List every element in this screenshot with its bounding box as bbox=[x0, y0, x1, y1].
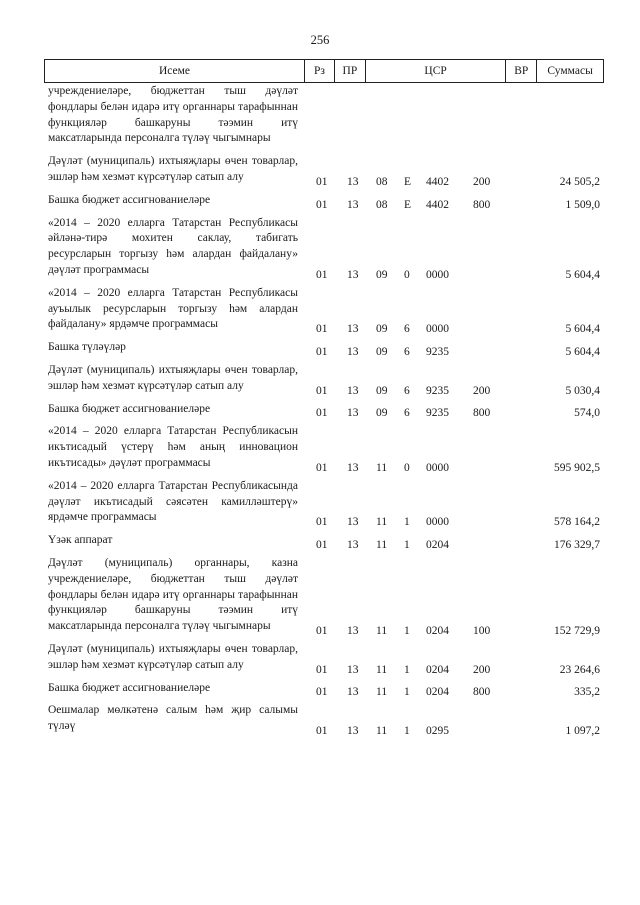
row-codes bbox=[48, 404, 600, 419]
row-codes bbox=[48, 513, 600, 528]
row-pr: 13 bbox=[347, 686, 359, 699]
row-codes bbox=[48, 661, 600, 676]
row-vr: 800 bbox=[473, 686, 491, 699]
row-rz: 01 bbox=[316, 384, 328, 397]
row-name: «2014 – 2020 елларга Татарстан Республикасында дәүләт икътисадый сәясәтен камилләштерү» ярдәмче программасы bbox=[48, 479, 298, 524]
row-name: учреждениеләре, бюджеттан тыш дәүләт фондлары белән идарә итү органнары тарафыннан функцияләр башкаруны тәэмин итү максатларында персоналга түләү чыгымнары bbox=[48, 85, 298, 145]
row-p1: 11 bbox=[376, 624, 388, 637]
table-row bbox=[48, 154, 600, 193]
table-row bbox=[48, 216, 600, 286]
row-p1: 09 bbox=[376, 407, 388, 420]
row-sum: 5 604,4 bbox=[565, 345, 600, 358]
row-p3: 9235 bbox=[426, 345, 449, 358]
row-sum: 176 329,7 bbox=[554, 538, 600, 551]
row-codes bbox=[48, 173, 600, 188]
row-codes bbox=[48, 459, 600, 474]
row-p3: 4402 bbox=[426, 175, 449, 188]
table-row bbox=[48, 703, 600, 742]
row-p2: 1 bbox=[404, 516, 410, 529]
row-p3: 0295 bbox=[426, 724, 449, 737]
row-rz: 01 bbox=[316, 516, 328, 529]
row-pr: 13 bbox=[347, 461, 359, 474]
row-p1: 09 bbox=[376, 268, 388, 281]
row-pr: 13 bbox=[347, 175, 359, 188]
row-vr: 100 bbox=[473, 624, 491, 637]
row-rz: 01 bbox=[316, 461, 328, 474]
table-row bbox=[48, 556, 600, 642]
row-p3: 0000 bbox=[426, 323, 449, 336]
table-row bbox=[48, 193, 600, 216]
row-p1: 11 bbox=[376, 663, 388, 676]
row-pr: 13 bbox=[347, 407, 359, 420]
table-row bbox=[48, 642, 600, 681]
row-rz: 01 bbox=[316, 724, 328, 737]
row-p2: 1 bbox=[404, 538, 410, 551]
row-pr: 13 bbox=[347, 198, 359, 211]
row-p2: 0 bbox=[404, 268, 410, 281]
row-codes bbox=[48, 722, 600, 737]
row-sum: 574,0 bbox=[574, 407, 600, 420]
header-pr: ПР bbox=[334, 60, 365, 82]
row-p3: 0204 bbox=[426, 663, 449, 676]
table-header bbox=[44, 59, 604, 83]
row-sum: 578 164,2 bbox=[554, 516, 600, 529]
header-sum: Суммасы bbox=[536, 60, 603, 82]
table-row bbox=[48, 681, 600, 704]
row-vr: 800 bbox=[473, 198, 491, 211]
row-p3: 0000 bbox=[426, 268, 449, 281]
row-sum: 595 902,5 bbox=[554, 461, 600, 474]
row-p3: 0000 bbox=[426, 516, 449, 529]
row-sum: 5 030,4 bbox=[565, 384, 600, 397]
row-name: «2014 – 2020 елларга Татарстан Республикасы ауъылык ресурсларын торгызу һәм алардан файдалану» ярдәмче программасы bbox=[48, 286, 298, 331]
row-pr: 13 bbox=[347, 516, 359, 529]
row-p1: 11 bbox=[376, 516, 388, 529]
row-p2: 6 bbox=[404, 407, 410, 420]
row-p2: 0 bbox=[404, 461, 410, 474]
row-p2: 1 bbox=[404, 686, 410, 699]
page-number: 256 bbox=[310, 33, 330, 47]
row-name: Үзәк аппарат bbox=[48, 534, 113, 547]
row-name: Башка түләүләр bbox=[48, 341, 126, 354]
header-rz: Рз bbox=[304, 60, 334, 82]
row-rz: 01 bbox=[316, 198, 328, 211]
row-rz: 01 bbox=[316, 268, 328, 281]
row-sum: 152 729,9 bbox=[554, 624, 600, 637]
row-sum: 1 097,2 bbox=[565, 724, 600, 737]
row-rz: 01 bbox=[316, 624, 328, 637]
row-pr: 13 bbox=[347, 724, 359, 737]
row-p3: 0000 bbox=[426, 461, 449, 474]
row-rz: 01 bbox=[316, 663, 328, 676]
row-vr: 200 bbox=[473, 175, 491, 188]
row-codes bbox=[48, 382, 600, 397]
row-pr: 13 bbox=[347, 345, 359, 358]
row-rz: 01 bbox=[316, 686, 328, 699]
row-codes bbox=[48, 196, 600, 211]
row-p3: 9235 bbox=[426, 384, 449, 397]
row-pr: 13 bbox=[347, 624, 359, 637]
row-p2: 1 bbox=[404, 724, 410, 737]
row-name: «2014 – 2020 елларга Татарстан Республикасы әйләнә-тирә мохитен саклау, табигать ресурсларын торгызу һәм алардан файдалану» дәүләт программасы bbox=[48, 216, 298, 276]
row-vr: 200 bbox=[473, 384, 491, 397]
row-codes bbox=[48, 622, 600, 637]
table-body bbox=[48, 84, 600, 742]
row-name: Дәүләт (муниципаль) ихтыяҗлары өчен товарлар, эшләр һәм хезмәт күрсәтүләр сатып алу bbox=[48, 363, 298, 392]
table-row bbox=[48, 533, 600, 556]
row-p3: 9235 bbox=[426, 407, 449, 420]
row-pr: 13 bbox=[347, 323, 359, 336]
row-p1: 08 bbox=[376, 175, 388, 188]
row-codes bbox=[48, 320, 600, 335]
row-p2: 6 bbox=[404, 345, 410, 358]
row-p1: 11 bbox=[376, 724, 388, 737]
row-p2: 6 bbox=[404, 384, 410, 397]
header-csr: ЦСР bbox=[365, 60, 506, 82]
row-p2: 6 bbox=[404, 323, 410, 336]
row-name: Башка бюджет ассигнованиеләре bbox=[48, 681, 211, 694]
row-sum: 5 604,4 bbox=[565, 323, 600, 336]
row-rz: 01 bbox=[316, 407, 328, 420]
row-p3: 0204 bbox=[426, 538, 449, 551]
table-row bbox=[48, 84, 600, 154]
row-name: Башка бюджет ассигнованиеләре bbox=[48, 402, 211, 415]
row-p3: 4402 bbox=[426, 198, 449, 211]
row-p2: Е bbox=[404, 198, 412, 211]
row-p2: 1 bbox=[404, 624, 410, 637]
row-name: Дәүләт (муниципаль) ихтыяҗлары өчен товарлар, эшләр һәм хезмәт күрсәтүләр сатып алу bbox=[48, 642, 298, 671]
row-sum: 5 604,4 bbox=[565, 268, 600, 281]
row-p3: 0204 bbox=[426, 686, 449, 699]
table-row bbox=[48, 286, 600, 340]
row-p1: 08 bbox=[376, 198, 388, 211]
table-row bbox=[48, 402, 600, 425]
row-p1: 09 bbox=[376, 323, 388, 336]
row-rz: 01 bbox=[316, 345, 328, 358]
row-pr: 13 bbox=[347, 384, 359, 397]
row-sum: 24 505,2 bbox=[559, 175, 600, 188]
row-sum: 1 509,0 bbox=[565, 198, 600, 211]
row-p1: 09 bbox=[376, 384, 388, 397]
table-row bbox=[48, 340, 600, 363]
row-sum: 335,2 bbox=[574, 686, 600, 699]
row-rz: 01 bbox=[316, 538, 328, 551]
row-p3: 0204 bbox=[426, 624, 449, 637]
row-codes bbox=[48, 266, 600, 281]
row-name: Дәүләт (муниципаль) органнары, казна учреждениеләре, бюджеттан тыш дәүләт фондлары белән идарә итү органнары тарафыннан функцияләр башкаруны тәэмин итү максатларында персоналга түләү чыгымнары bbox=[48, 556, 298, 633]
row-pr: 13 bbox=[347, 663, 359, 676]
row-name: Дәүләт (муниципаль) ихтыяҗлары өчен товарлар, эшләр һәм хезмәт күрсәтүләр сатып алу bbox=[48, 155, 298, 183]
table-row bbox=[48, 363, 600, 402]
row-codes bbox=[48, 343, 600, 358]
table-row bbox=[48, 424, 600, 478]
row-codes bbox=[48, 683, 600, 698]
row-rz: 01 bbox=[316, 323, 328, 336]
row-vr: 200 bbox=[473, 663, 491, 676]
row-vr: 800 bbox=[473, 407, 491, 420]
header-vr: ВР bbox=[505, 60, 536, 82]
row-name: Оешмалар мөлкәтенә салым һәм җир салымы түләү bbox=[48, 704, 298, 733]
row-rz: 01 bbox=[316, 175, 328, 188]
row-p1: 11 bbox=[376, 538, 388, 551]
row-pr: 13 bbox=[347, 538, 359, 551]
row-p2: Е bbox=[404, 175, 412, 188]
row-name: «2014 – 2020 елларга Татарстан Республикасын икътисадый үстерү һәм аның инновацион икътисады» дәүләт программасы bbox=[48, 425, 298, 469]
header-name: Исеме bbox=[159, 65, 191, 77]
row-name: Башка бюджет ассигнованиеләре bbox=[48, 193, 211, 206]
row-p1: 11 bbox=[376, 461, 388, 474]
row-sum: 23 264,6 bbox=[559, 663, 600, 676]
row-p2: 1 bbox=[404, 663, 410, 676]
row-p1: 09 bbox=[376, 345, 388, 358]
row-p1: 11 bbox=[376, 686, 388, 699]
row-pr: 13 bbox=[347, 268, 359, 281]
row-codes bbox=[48, 134, 600, 149]
row-codes bbox=[48, 536, 600, 551]
table-row bbox=[48, 479, 600, 533]
